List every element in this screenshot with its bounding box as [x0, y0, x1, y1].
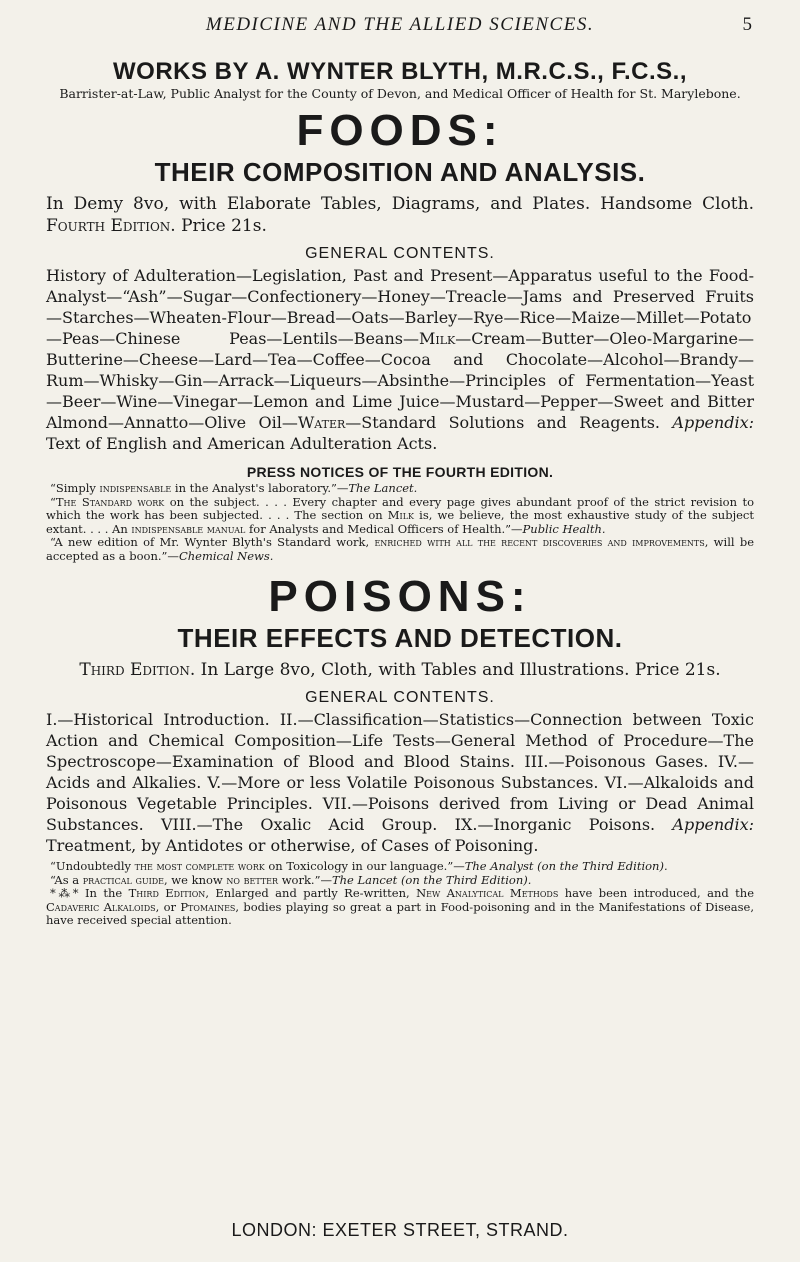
- poisons-edition-suffix: . In Large 8vo, Cloth, with Tables and Illustrations. Price 21s.: [189, 660, 721, 680]
- notice-text: *⁂* In the: [50, 886, 129, 900]
- poisons-notice-lancet: [46, 874, 754, 888]
- advertisement-content: [46, 58, 754, 928]
- notice-emphasis: indispensable manual: [131, 521, 246, 536]
- poisons-notice-analyst: [46, 860, 754, 874]
- foods-section: [46, 105, 754, 563]
- poisons-contents-body: [46, 709, 754, 856]
- notice-text: for Analysts and Medical Officers of Health.”—: [245, 521, 523, 536]
- notice-text: in the Analyst's laboratory.”—: [171, 481, 349, 495]
- notice-source: The Analyst (on the Third Edition).: [464, 859, 668, 873]
- page-number: 5: [742, 14, 752, 35]
- foods-contents-heading: GENERAL CONTENTS.: [305, 245, 495, 262]
- foods-contents-milk: Milk: [418, 329, 456, 348]
- foods-contents-water: Water: [297, 413, 346, 432]
- foods-edition-prefix: In Demy 8vo, with Elaborate Tables, Diagrams, and Plates. Handsome Cloth.: [46, 194, 754, 214]
- poisons-section: [46, 571, 754, 928]
- poisons-edition-label: Third Edition: [79, 660, 190, 680]
- foods-contents-part2: —Cream—Butter—Oleo-Margarine—Butterine—Cheese—Lard—Tea—Coffee—Cocoa and Chocolate—Alcohol—Brandy—Rum—Whisky—Gin—Arrack—Liqueurs—Absinthe—Principles of Fermentation—Yeast—Beer—Wine—Vinegar—Lemon and Lime Juice—Mustard—Pepper—Sweet and Bitter Almond—Annatto—Olive Oil—: [46, 329, 754, 432]
- notice-text: “Simply: [50, 481, 100, 495]
- running-head: [0, 6, 800, 46]
- notice-text: “: [50, 494, 56, 509]
- foods-contents-part1: History of Adulteration—Legislation, Past and Present—Apparatus useful to the Food-Analyst—“Ash”—Sugar—Confectionery—Honey—Treacle—Jams and Preserved Fruits—Starches—Wheaten-Flour—Bread—Oats—Barley—Rye—Rice—Maize—Millet—Potato—Peas—Chinese Peas—Lentils—Beans—: [46, 266, 754, 348]
- notice-text: have been introduced, and the: [558, 886, 754, 900]
- foods-appendix-label: Appendix:: [672, 413, 755, 432]
- notice-text: “Undoubtedly: [50, 859, 135, 873]
- notice-emphasis: the most complete work: [134, 859, 265, 873]
- foods-notice-public-health: [46, 496, 754, 537]
- notice-source: The Lancet.: [348, 481, 418, 495]
- notice-emphasis: Third Edition: [128, 886, 206, 900]
- notice-source: The Lancet (on the Third Edition).: [331, 872, 532, 887]
- notice-emphasis: enriched with all the recent discoveries and improvements: [374, 535, 705, 549]
- foods-contents-part3: —Standard Solutions and Reagents.: [345, 413, 673, 432]
- notice-emphasis: Cadaveric Alkaloids: [46, 899, 156, 914]
- notice-emphasis: practical guide: [82, 872, 164, 887]
- foods-contents-body: [46, 265, 754, 454]
- notice-emphasis: New Analytical Methods: [416, 886, 559, 900]
- foods-notice-lancet: [46, 482, 754, 496]
- notice-emphasis: indispensable: [99, 481, 172, 495]
- foods-edition-info: [46, 193, 754, 237]
- publisher-footer: LONDON: EXETER STREET, STRAND.: [231, 1220, 569, 1240]
- poisons-subtitle: THEIR EFFECTS AND DETECTION.: [177, 623, 623, 653]
- notice-text: “A new edition of Mr. Wynter Blyth's Standard work,: [50, 535, 375, 549]
- poisons-contents-part1: I.—Historical Introduction. II.—Classification—Statistics—Connection between Toxic Action and Chemical Composition—Life Tests—General Method of Procedure—The Spectroscope—Examination of Blood and Blood Stains. III.—Poisonous Gases. IV.—Acids and Alkalies. V.—More or less Volatile Poisonous Substances. VI.—Alkaloids and Poisonous Vegetable Principles. VII.—Poisons derived from Living or Dead Animal Substances. VIII.—The Oxalic Acid Group. IX.—Inorganic Poisons.: [46, 710, 754, 834]
- foods-notice-chemical-news: [46, 536, 754, 563]
- poisons-edition-info: [46, 659, 754, 681]
- poisons-appendix-label: Appendix:: [672, 815, 754, 834]
- works-heading: WORKS BY A. WYNTER BLYTH, M.R.C.S., F.C.S.,: [113, 58, 687, 85]
- foods-appendix-text: Text of English and American Adulteration Acts.: [46, 434, 438, 453]
- running-title: MEDICINE AND THE ALLIED SCIENCES.: [205, 14, 595, 35]
- notice-emphasis: Milk: [387, 508, 415, 522]
- notice-text: “As a: [50, 872, 83, 887]
- foods-edition-suffix: . Price 21s.: [170, 216, 267, 236]
- notice-emphasis: The Standard work: [55, 494, 165, 509]
- poisons-title: POISONS:: [268, 572, 532, 621]
- notice-emphasis: Ptomaines: [180, 899, 236, 914]
- notice-text: , bodies playing so great a part in Food-poisoning and in the Manifestations of Disease, have received special attention.: [46, 899, 754, 927]
- foods-edition-label: Fourth Edition: [46, 216, 171, 236]
- notice-source: Chemical News.: [178, 548, 274, 563]
- notice-text: is, we believe, the most exhaustive study of the subject extant. . . . An: [46, 508, 754, 536]
- foods-press-heading: PRESS NOTICES OF THE FOURTH EDITION.: [246, 464, 554, 480]
- notice-text: , we know: [164, 872, 227, 887]
- notice-emphasis: no better: [226, 872, 279, 887]
- notice-text: work.”—: [278, 872, 332, 887]
- notice-text: , Enlarged and partly Re-written,: [205, 886, 417, 900]
- notice-text: , or: [155, 899, 181, 914]
- foods-subtitle: THEIR COMPOSITION AND ANALYSIS.: [154, 157, 646, 187]
- notice-text: , will be accepted as a boon.”—: [46, 535, 754, 563]
- poisons-contents-heading: GENERAL CONTENTS.: [305, 689, 495, 706]
- author-credentials: Barrister-at-Law, Public Analyst for the County of Devon, and Medical Officer of Health for St. Marylebone.: [59, 86, 741, 101]
- notice-text: on Toxicology in our language.”—: [264, 859, 465, 873]
- notice-text: on the subject. . . . Every chapter and every page gives abundant proof of the strict revision to which the work has been subjected. . . . The section on: [46, 494, 755, 522]
- poisons-edition-note: [46, 887, 754, 928]
- foods-title: FOODS:: [296, 106, 504, 155]
- poisons-appendix-text: Treatment, by Antidotes or otherwise, of Cases of Poisoning.: [46, 836, 539, 855]
- notice-source: Public Health.: [522, 521, 606, 536]
